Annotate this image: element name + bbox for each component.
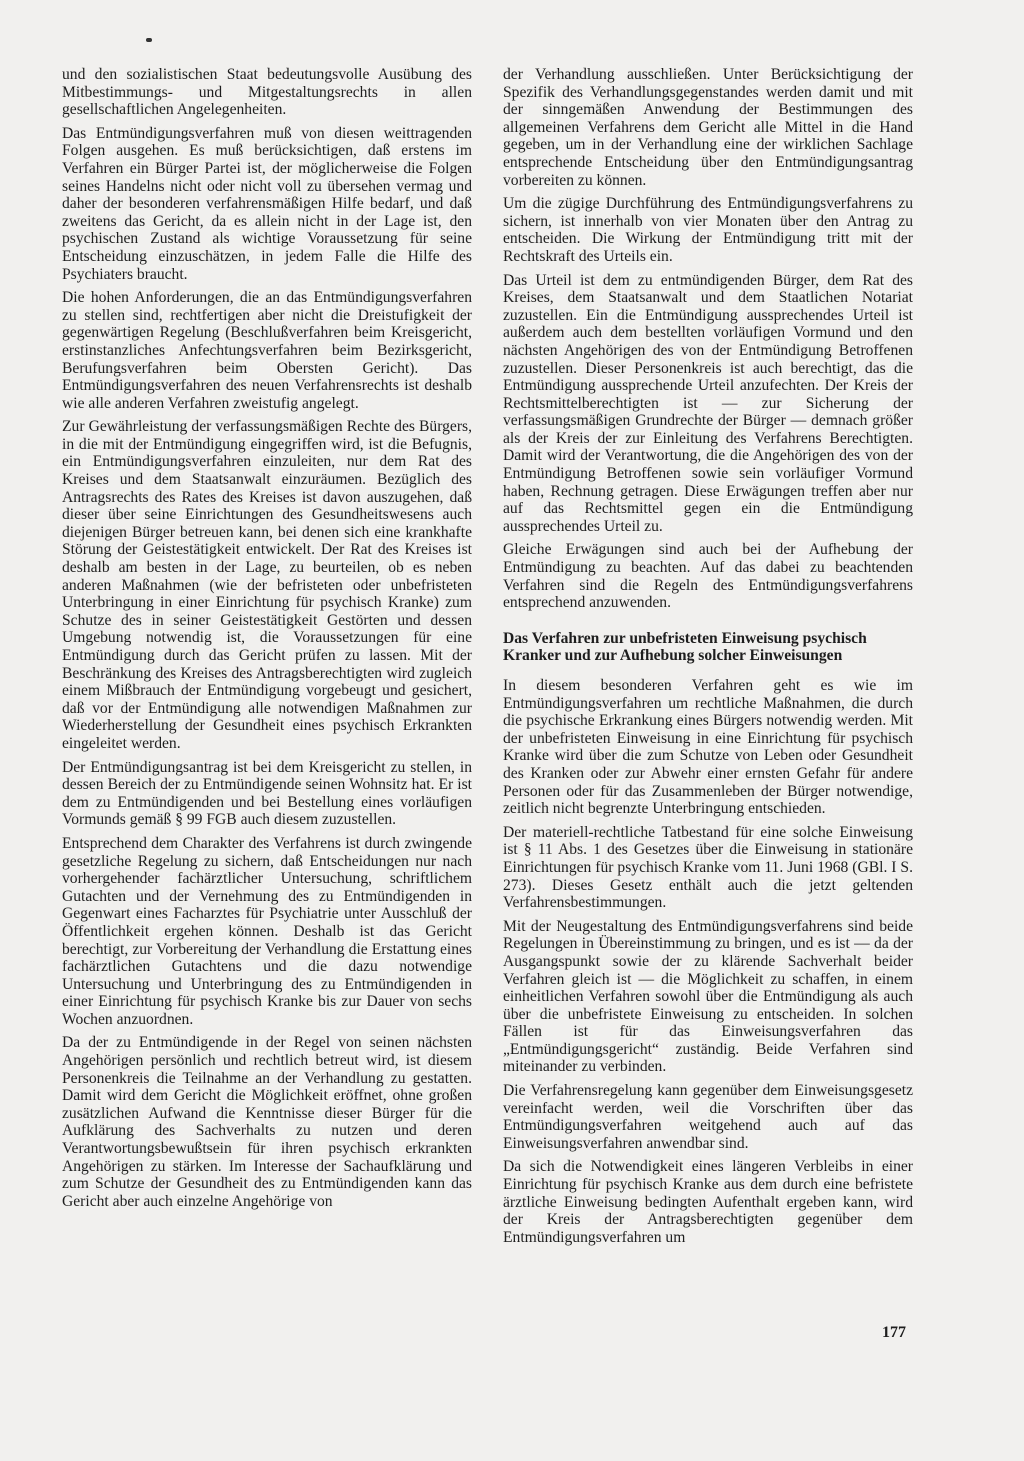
paragraph: Die Verfahrensregelung kann gegenüber dem Einweisungsgesetz vereinfacht werden, weil die Vorschriften über das Entmündigungsverfahren weitgehend auch auf das Einweisungsverfahren anwendbar sind. bbox=[503, 1082, 913, 1152]
paragraph: Da der zu Entmündigende in der Regel von seinen nächsten Angehörigen persönlich und rechtlich betreut wird, ist diesem Personenkreis die Teilnahme an der Verhandlung zu gestatten. Damit wird dem Gericht die Möglichkeit eröffnet, ohne großen zusätzlichen Aufwand die Kenntnisse dieser Bürger für die Aufklärung des Sachverhalts zu nutzen und deren Verantwortungsbewußtsein für ihren psychisch erkrankten Angehörigen zu stärken. Im Interesse der Sachaufklärung und zum Schutze der Gesundheit des zu Entmündigenden kann das Gericht aber auch einzelne Angehörige von bbox=[62, 1034, 472, 1210]
paragraph: Entsprechend dem Charakter des Verfahrens ist durch zwingende gesetzliche Regelung zu sichern, daß Entscheidungen nur nach vorhergehender fachärztlicher Untersuchung, schriftlichem Gutachten und der Vernehmung des zu Entmündigenden in Gegenwart eines Facharztes für Psychiatrie unter Ausschluß der Öffentlichkeit ergehen können. Deshalb ist das Gericht berechtigt, zur Vorbereitung der Verhandlung die Erstattung eines fachärztlichen Gutachtens und die dazu notwendige Untersuchung und Unterbringung des zu Entmündigenden in einer Einrichtung für psychisch Kranke bis zur Dauer von sechs Wochen anzuordnen. bbox=[62, 834, 472, 1028]
paragraph: Um die zügige Durchführung des Entmündigungsverfahrens zu sichern, ist innerhalb von vier Monaten über den Antrag zu entscheiden. Die Wirkung der Entmündigung tritt mit der Rechtskraft des Urteils ein. bbox=[503, 195, 913, 265]
paragraph: und den sozialistischen Staat bedeutungsvolle Ausübung des Mitbestimmungs- und Mitgestaltungsrechts in allen gesellschaftlichen Angelegenheiten. bbox=[62, 66, 472, 119]
paragraph: Gleiche Erwägungen sind auch bei der Aufhebung der Entmündigung zu beachten. Auf das dabei zu beachtenden Verfahren sind die Regeln des Entmündigungsverfahrens entsprechend anzuwenden. bbox=[503, 541, 913, 612]
paragraph: Zur Gewährleistung der verfassungsmäßigen Rechte des Bürgers, in die mit der Entmündigung eingegriffen wird, ist die Befugnis, ein Entmündigungsverfahren einzuleiten, nur dem Rat des Kreises und dem Staatsanwalt einzuräumen. Bezüglich des Antragsrechts des Rates des Kreises ist davon auszugehen, daß dieser über seine Einrichtungen des Gesundheitswesens auch diejenigen Bürger betreuen kann, bei denen sich eine krankhafte Störung der Geistestätigkeit entwickelt. Der Rat des Kreises ist deshalb am besten in der Lage, zu beurteilen, ob es neben anderen Maßnahmen (wie der befristeten oder unbefristeten Unterbringung in einer Einrichtung für psychisch Kranke) zum Schutze des in seiner Geistestätigkeit Gestörten und dessen Umgebung notwendig ist, die Voraussetzungen für eine Entmündigung durch das Gericht prüfen zu lassen. Mit der Beschränkung des Kreises des Antragsberechtigten wird zugleich einem Mißbrauch der Entmündigung vorgebeugt und gesichert, daß vor der Entmündigung alle notwendigen Maßnahmen zur Wiederherstellung der Gesundheit eines psychisch Erkrankten eingeleitet werden. bbox=[62, 418, 472, 752]
paragraph: Das Urteil ist dem zu entmündigenden Bürger, dem Rat des Kreises, dem Staatsanwalt und dem Staatlichen Notariat zuzustellen. Ein die Entmündigung aussprechendes Urteil ist außerdem auch dem bestellten vorläufigen Vormund und den nächsten Angehörigen des von der Entmündigung Betroffenen zuzustellen. Dieser Personenkreis ist auch berechtigt, das die Entmündigung aussprechende Urteil anzufechten. Der Kreis der Rechtsmittelberechtigten ist — zur Sicherung der verfassungsmäßigen Grundrechte der Bürger — demnach größer als der Kreis der zur Einleitung des Verfahrens Berechtigten. Damit wird der Verantwortung, die die Angehörigen des von der Entmündigung Betroffenen sowie sein vorläufiger Vormund haben, Rechnung getragen. Diese Erwägungen treffen aber nur auf das Rechtsmittel gegen ein die Entmündigung aussprechendes Urteil zu. bbox=[503, 271, 913, 535]
page-number: 177 bbox=[882, 1324, 906, 1341]
paragraph: Da sich die Notwendigkeit eines längeren Verbleibs in einer Einrichtung für psychisch Kranke aus dem durch eine befristete ärztliche Einweisung bedingten Aufenthalt ergeben kann, wird der Kreis der Antragsberechtigten gegenüber dem Entmündigungsverfahren um bbox=[503, 1158, 913, 1246]
section-heading: Das Verfahren zur unbefristeten Einweisung psychisch Kranker und zur Aufhebung solcher Einweisungen bbox=[503, 629, 867, 665]
print-mark bbox=[146, 38, 152, 42]
right-column bbox=[503, 66, 913, 1252]
left-column bbox=[62, 66, 472, 1216]
paragraph: Die hohen Anforderungen, die an das Entmündigungsverfahren zu stellen sind, rechtfertigen aber nicht die Dreistufigkeit der gegenwärtigen Regelung (Beschlußverfahren beim Kreisgericht, erstinstanzliches Anfechtungsverfahren beim Bezirksgericht, Berufungsverfahren beim Obersten Gericht). Das Entmündigungsverfahren des neuen Verfahrensrechts ist deshalb wie alle anderen Verfahren zweistufig angelegt. bbox=[62, 289, 472, 412]
paragraph: Der materiell-rechtliche Tatbestand für eine solche Einweisung ist § 11 Abs. 1 des Gesetzes über die Einweisung in stationäre Einrichtungen für psychisch Kranke vom 11. Juni 1968 (GBl. I S. 273). Dieses Gesetz enthält auch die jetzt geltenden Verfahrensbestimmungen. bbox=[503, 823, 913, 912]
paragraph: Das Entmündigungsverfahren muß von diesen weittragenden Folgen ausgehen. Es muß berücksichtigen, daß erstens im Verfahren ein Bürger Partei ist, der möglicherweise die Folgen seines Handelns nicht oder nicht voll zu übersehen vermag und daher der besonderen verfahrensmäßigen Hilfe bedarf, und daß zweitens das Gericht, da es allein nicht in der Lage ist, den psychischen Zustand als wichtige Voraussetzung für seine Entscheidung einzuschätzen, in jedem Falle die Hilfe des Psychiaters braucht. bbox=[62, 124, 472, 283]
paragraph: der Verhandlung ausschließen. Unter Berücksichtigung der Spezifik des Verhandlungsgegenstandes werden damit und mit der sinngemäßen Anwendung der Bestimmungen des allgemeinen Verfahrens dem Gericht alle Mittel in die Hand gegeben, um in der Verhandlung eine der wirklichen Sachlage entsprechende Entscheidung über den Entmündigungsantrag vorbereiten zu können. bbox=[503, 66, 913, 189]
paragraph: In diesem besonderen Verfahren geht es wie im Entmündigungsverfahren um rechtliche Maßnahmen, die durch die psychische Erkrankung eines Bürgers notwendig werden. Mit der unbefristeten Einweisung in eine Einrichtung für psychisch Kranke wird über die zum Schutze von Leben oder Gesundheit des Kranken oder zur Abwehr einer ernsten Gefahr für andere Personen oder für das Zusammenleben der Bürger notwendige, zeitlich nicht begrenzte Unterbringung entschieden. bbox=[503, 677, 913, 818]
paragraph: Mit der Neugestaltung des Entmündigungsverfahrens sind beide Regelungen in Übereinstimmung zu bringen, und es ist — da der Ausgangspunkt sowie der zu klärende Sachverhalt beider Verfahren gleich ist — die Möglichkeit zu schaffen, in einem einheitlichen Verfahren sowohl über die Entmündigung als auch über die unbefristete Einweisung zu entscheiden. In solchen Fällen ist für das Einweisungsverfahren das „Entmündigungsgericht“ zuständig. Beide Verfahren sind miteinander zu verbinden. bbox=[503, 917, 913, 1076]
paragraph: Der Entmündigungsantrag ist bei dem Kreisgericht zu stellen, in dessen Bereich der zu Entmündigende seinen Wohnsitz hat. Er ist dem zu Entmündigenden und bei Bestellung eines vorläufigen Vormunds gemäß § 99 FGB auch diesem zuzustellen. bbox=[62, 758, 472, 829]
